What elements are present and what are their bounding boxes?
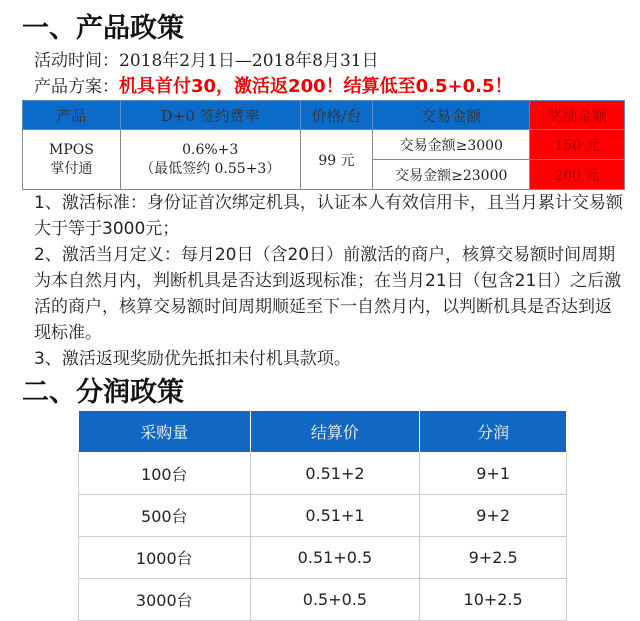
header-cell: 采购量 bbox=[79, 411, 251, 453]
header-cell: 分润 bbox=[420, 411, 567, 453]
section-title-product-policy: 一、产品政策 bbox=[22, 13, 184, 44]
profit-cell: 9+1 bbox=[420, 453, 567, 495]
settlement-cell: 0.51+0.5 bbox=[250, 537, 420, 579]
table-header-row bbox=[23, 101, 625, 130]
header-cell: 价格/台 bbox=[300, 101, 373, 130]
amount-cell: 交易金额≥23000 bbox=[373, 160, 530, 190]
product-brand: 掌付通 bbox=[50, 160, 93, 177]
section-title-profit-policy: 二、分润政策 bbox=[22, 377, 184, 408]
table-row bbox=[79, 453, 567, 495]
product-plan bbox=[34, 72, 512, 98]
notes bbox=[34, 190, 624, 372]
table-row bbox=[79, 495, 567, 537]
table-row bbox=[79, 537, 567, 579]
table-row bbox=[79, 579, 567, 621]
profit-share-table bbox=[78, 410, 567, 621]
product-plan-value: 机具首付30，激活返200！结算低至0.5+0.5！ bbox=[119, 76, 513, 97]
quantity-cell: 100台 bbox=[79, 453, 251, 495]
activity-time-label: 活动时间： bbox=[34, 51, 119, 71]
amount-cell: 交易金额≥3000 bbox=[373, 130, 530, 160]
reward-cell: 150 元 bbox=[530, 130, 625, 160]
header-cell: 产品 bbox=[23, 101, 121, 130]
quantity-cell: 1000台 bbox=[79, 537, 251, 579]
note-2: 2、激活当月定义：每月20日（含20日）前激活的商户，核算交易额时间周期为本自然月内，判断机具是否达到返现标准；在当月21日（包含21日）之后激活的商户，核算交易额时间周期顺延至下一自然月内，以判断机具是否达到返现标准。 bbox=[34, 245, 622, 343]
header-cell: D+0 签约费率 bbox=[120, 101, 300, 130]
rate-cell bbox=[120, 130, 300, 190]
header-cell: 奖励金额 bbox=[530, 101, 625, 130]
note-3: 3、激活返现奖励优先抵扣未付机具款项。 bbox=[34, 349, 351, 369]
settlement-cell: 0.5+0.5 bbox=[250, 579, 420, 621]
settlement-cell: 0.51+2 bbox=[250, 453, 420, 495]
price-cell: 99 元 bbox=[300, 130, 373, 190]
product-name: MPOS bbox=[49, 141, 94, 158]
product-policy-table bbox=[22, 100, 625, 190]
settlement-cell: 0.51+1 bbox=[250, 495, 420, 537]
product-cell bbox=[23, 130, 121, 190]
quantity-cell: 500台 bbox=[79, 495, 251, 537]
table-row bbox=[23, 130, 625, 160]
profit-cell: 9+2 bbox=[420, 495, 567, 537]
activity-time-value: 2018年2月1日—2018年8月31日 bbox=[119, 51, 379, 71]
product-plan-label: 产品方案： bbox=[34, 77, 119, 97]
profit-cell: 9+2.5 bbox=[420, 537, 567, 579]
note-1: 1、激活标准：身份证首次绑定机具，认证本人有效信用卡，且当月累计交易额大于等于3000元； bbox=[34, 193, 623, 239]
reward-cell: 200 元 bbox=[530, 160, 625, 190]
header-cell: 结算价 bbox=[250, 411, 420, 453]
quantity-cell: 3000台 bbox=[79, 579, 251, 621]
rate: 0.6%+3 bbox=[182, 141, 239, 158]
table-header-row bbox=[79, 411, 567, 453]
profit-cell: 10+2.5 bbox=[420, 579, 567, 621]
min-rate: （最低签约 0.55+3） bbox=[140, 160, 281, 177]
activity-time bbox=[34, 46, 379, 71]
header-cell: 交易金额 bbox=[373, 101, 530, 130]
